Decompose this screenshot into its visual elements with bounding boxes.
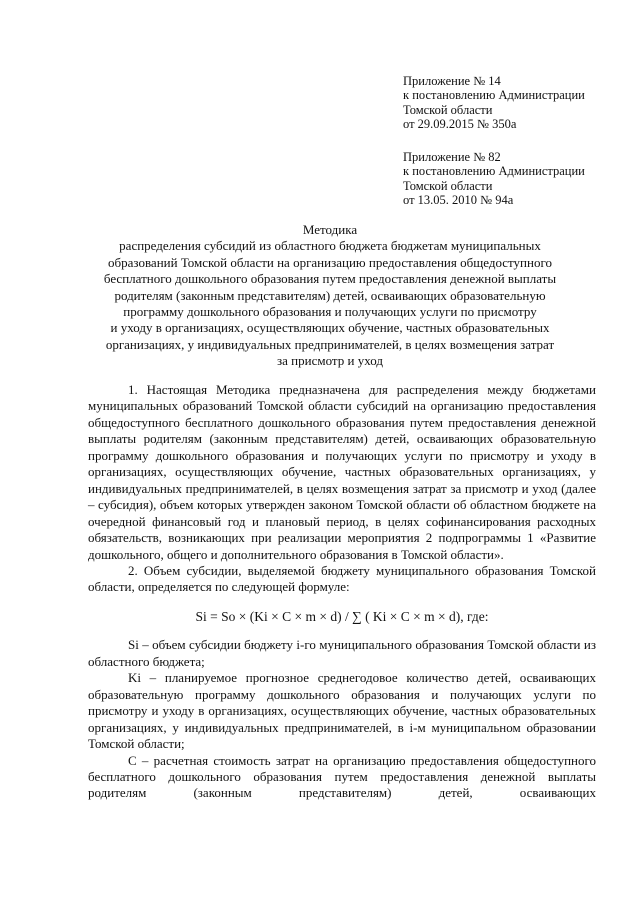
subsidy-formula: Si = So × (Ki × C × m × d) / ∑ ( Ki × C × m × d), где: (195, 608, 489, 624)
appendix-line: к постановлению Администрации (403, 164, 585, 179)
document-title (60, 222, 600, 370)
appendix-line: Приложение № 82 (403, 150, 501, 164)
appendix-line: Томской области (403, 102, 493, 117)
appendix-line: к постановлению Администрации (403, 88, 585, 103)
definition-si: Si – объем субсидии бюджету i-го муниципального образования Томской области из областного бюджета; (88, 637, 596, 669)
title-line: образований Томской области на организацию предоставления общедоступного (108, 254, 552, 270)
definition-ki: Ki – планируемое прогнозное среднегодовое количество детей, осваивающих образовательную программу дошкольного образования и получающих услуги по присмотру и уходу в организациях, осуществляющих обучение, частных образовательных организациях, у индивидуальных предпринимателей, в i-м муниципальном образовании Томской области; (88, 670, 596, 752)
title-line: организациях, у индивидуальных предпринимателей, в целях возмещения затрат (105, 336, 555, 352)
paragraph-2: 2. Объем субсидии, выделяемой бюджету муниципального образования Томской области, определяется по следующей формуле: (88, 562, 596, 595)
appendix-line: от 13.05. 2010 № 94а (403, 192, 514, 207)
paragraph-1: 1. Настоящая Методика предназначена для распределения между бюджетами муниципальных образований Томской области субсидий на организацию предоставления общедоступного бесплатного дошкольного образования путем предоставления денежной выплаты родителям (законным представителям) детей, осваивающих образовательную программу дошкольного образования и получающих услуги по присмотру и уходу в организациях, осуществляющих обучение, частных образовательных организациях, у индивидуальных предпринимателей, в целях возмещения затрат за присмотр и уход (далее – субсидия), объем которых утвержден законом Томской области об областном бюджете на очередной финансовый год и плановый период, в целях софинансирования расходных обязательств, возникающих при реализации мероприятия 2 подпрограммы 1 «Развитие дошкольного, общего и дополнительного образования в Томской области». (88, 382, 596, 562)
appendix-line: Приложение № 14 (403, 74, 501, 88)
appendix-line: от 29.09.2015 № 350а (403, 116, 517, 131)
title-line: распределения субсидий из областного бюджета бюджетам муниципальных (119, 238, 541, 254)
title-line: родителям (законным представителям) детей, осваивающих образовательную (114, 287, 546, 303)
title-line: Методика (302, 222, 358, 237)
appendix-82-block (403, 150, 585, 207)
appendix-14-block (403, 74, 585, 131)
definition-c: С – расчетная стоимость затрат на организацию предоставления общедоступного бесплатного дошкольного образования путем предоставления денежной выплаты родителям (законным представителям) детей, осваивающих (88, 752, 596, 801)
title-line: программу дошкольного образования и получающих услуги по присмотру (123, 304, 537, 320)
title-line: бесплатного дошкольного образования путем предоставления денежной выплаты (103, 271, 557, 287)
appendix-line: Томской области (403, 178, 493, 193)
title-line: и уходу в организациях, осуществляющих обучение, частных образовательных (110, 320, 550, 336)
title-line: за присмотр и уход (277, 353, 383, 369)
document-body (88, 382, 596, 802)
